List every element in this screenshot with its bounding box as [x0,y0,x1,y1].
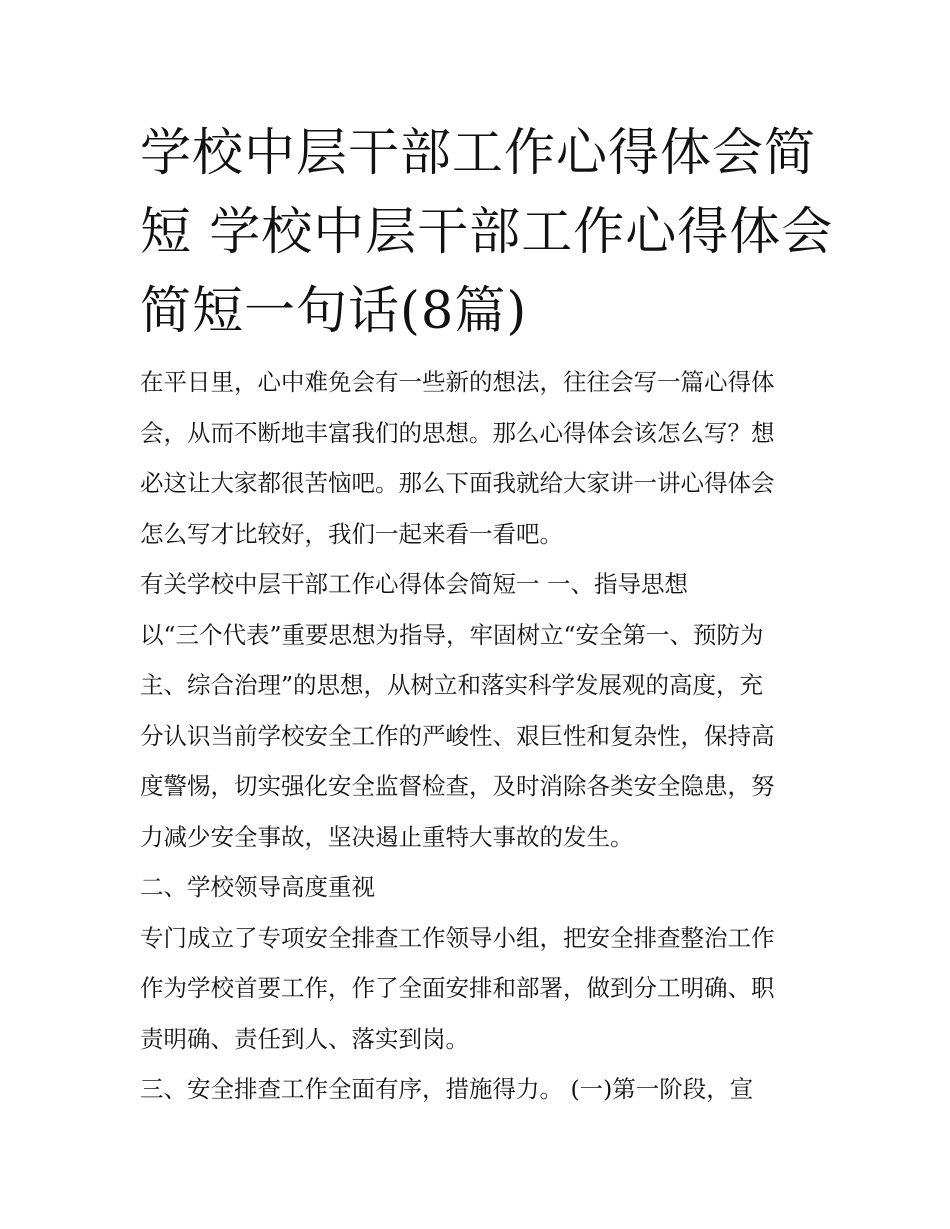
body-line: 分认识当前学校安全工作的严峻性、艰巨性和复杂性，保持高 [140,721,775,750]
body-line: 主、综合治理”的思想，从树立和落实科学发展观的高度，充 [140,671,764,699]
body-line: 力减少安全事故，坚决遏止重特大事故的发生。 [140,822,634,851]
section-heading-line: 二、学校领导高度重视 [140,873,375,901]
section-heading-line: 三、安全排查工作全面有序，措施得力。 (一)第一阶段，宣 [140,1075,754,1103]
title-line: 学校中层干部工作心得体会简 [140,124,817,183]
body-line: 在平日里，心中难免会有一些新的想法，往往会写一篇心得体 [140,368,775,396]
title-line: 短 学校中层干部工作心得体会 [140,203,834,262]
body-line: 会，从而不断地丰富我们的思想。那么心得体会该怎么写？想 [140,418,775,447]
body-line: 责明确、责任到人、落实到岗。 [140,1024,469,1053]
document-title [140,114,834,351]
body-line: 专门成立了专项安全排查工作领导小组，把安全排查整治工作 [140,923,775,952]
body-line: 以“三个代表”重要思想为指导，牢固树立“安全第一、预防为 [140,620,764,649]
body-line: 必这让大家都很苦恼吧。那么下面我就给大家讲一讲心得体会 [140,469,775,497]
document-body [140,357,820,1115]
title-line: 简短一句话(8篇) [140,282,528,341]
body-line: 怎么写才比较好，我们一起来看一看吧。 [140,519,563,548]
body-line: 度警惕，切实强化安全监督检查，及时消除各类安全隐患，努 [140,772,775,800]
section-heading-line: 有关学校中层干部工作心得体会简短一 一、指导思想 [140,570,688,598]
body-line: 作为学校首要工作，作了全面安排和部署，做到分工明确、职 [140,974,775,1002]
